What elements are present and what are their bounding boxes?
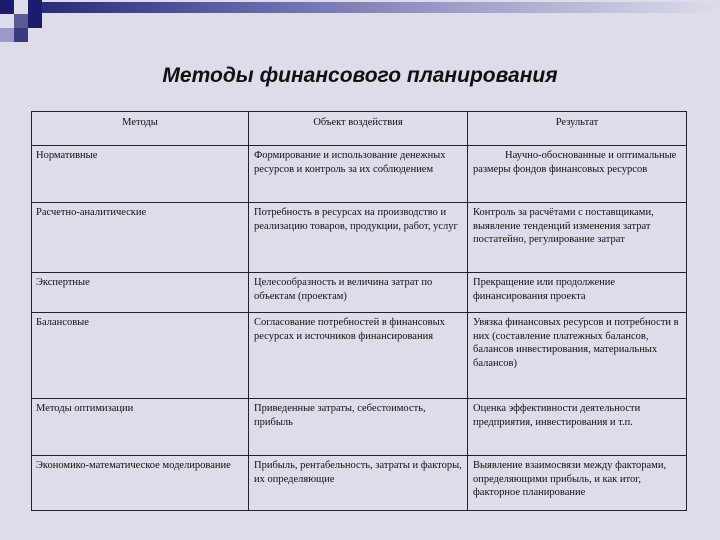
methods-table — [31, 111, 687, 511]
corner-square-dark-2 — [28, 0, 42, 14]
corner-square-mid — [14, 14, 28, 28]
cell-object: Согласование потребностей в финансовых ресурсах и источников финансирования — [249, 313, 468, 399]
corner-square-light — [14, 0, 28, 14]
cell-object: Целесообразность и величина затрат по объектам (проектам) — [249, 273, 468, 313]
corner-square-light-2 — [0, 28, 14, 42]
top-gradient-bar — [42, 2, 720, 13]
cell-method: Расчетно-аналитические — [32, 203, 249, 273]
corner-square-dark — [0, 0, 14, 14]
corner-square-dark-3 — [28, 14, 42, 28]
header-result: Результат — [468, 112, 687, 146]
page-title: Методы финансового планирования — [162, 64, 558, 87]
cell-method: Методы оптимизации — [32, 399, 249, 456]
table-row — [32, 456, 687, 511]
cell-result: Выявление взаимосвязи между факторами, определяющими прибыль, и как итог, факторное планирование — [468, 456, 687, 511]
cell-object: Приведенные затраты, себестоимость, прибыль — [249, 399, 468, 456]
table-row — [32, 399, 687, 456]
cell-object: Формирование и использование денежных ресурсов и контроль за их соблюдением — [249, 146, 468, 203]
cell-result: Оценка эффективности деятельности предприятия, инвестирования и т.п. — [468, 399, 687, 456]
table-row — [32, 313, 687, 399]
table-header-row — [32, 112, 687, 146]
cell-method: Балансовые — [32, 313, 249, 399]
cell-object: Потребность в ресурсах на производство и реализацию товаров, продукции, работ, услуг — [249, 203, 468, 273]
cell-result: Научно-обоснованные и оптимальные размеры фондов финансовых ресурсов — [468, 146, 687, 203]
table-row — [32, 146, 687, 203]
cell-method: Нормативные — [32, 146, 249, 203]
cell-method: Экспертные — [32, 273, 249, 313]
header-methods: Методы — [32, 112, 249, 146]
cell-method: Экономико-математическое моделирование — [32, 456, 249, 511]
header-object: Объект воздействия — [249, 112, 468, 146]
table-row — [32, 273, 687, 313]
corner-square-mid-2 — [14, 28, 28, 42]
cell-result: Увязка финансовых ресурсов и потребности в них (составление платежных балансов, балансов инвестирования, материальных балансов) — [468, 313, 687, 399]
cell-object: Прибыль, рентабельность, затраты и факторы, их определяющие — [249, 456, 468, 511]
table-row — [32, 203, 687, 273]
cell-result: Контроль за расчётами с поставщиками, выявление тенденций изменения затрат постатейно, регулирование затрат — [468, 203, 687, 273]
cell-result: Прекращение или продолжение финансирования проекта — [468, 273, 687, 313]
